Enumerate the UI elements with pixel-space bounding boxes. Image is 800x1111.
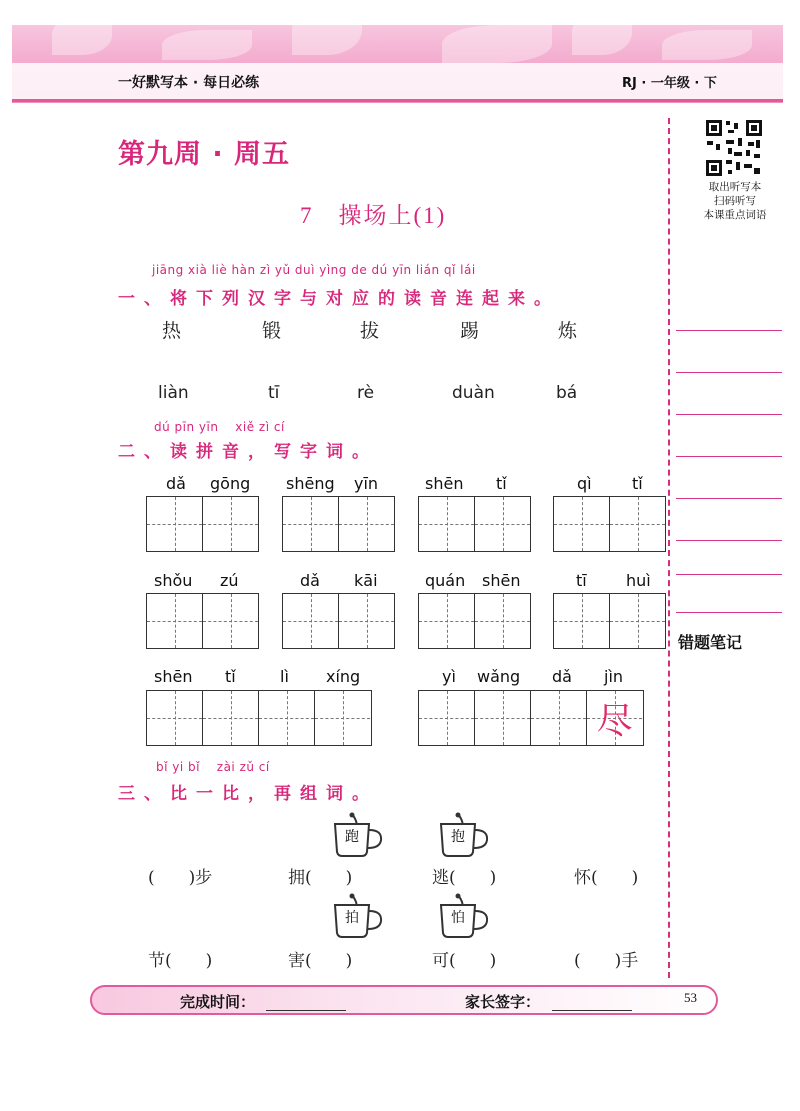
word-pinyin: tǐ (225, 667, 236, 686)
note-line (676, 456, 782, 457)
word-pinyin: shēng (286, 474, 335, 493)
match-reading[interactable]: liàn (158, 383, 189, 403)
section2-title: 二、读拼音，写字词。 (118, 442, 378, 462)
word-blank[interactable]: ( )手 (574, 951, 639, 971)
note-line (676, 330, 782, 331)
cup-icon (438, 893, 492, 939)
qr-caption-line-3: 本课重点词语 (703, 209, 767, 221)
word-pinyin: kāi (354, 571, 378, 590)
writing-grid[interactable] (553, 496, 666, 552)
writing-grid[interactable] (146, 690, 372, 746)
handwritten-answer: 尽 (596, 701, 633, 742)
section1-title: 一、将下列汉字与对应的读音连起来。 (118, 289, 560, 309)
word-pinyin: xíng (326, 667, 361, 686)
word-pinyin: quán (425, 571, 466, 590)
word-pinyin: shǒu (154, 571, 193, 590)
qr-code-icon[interactable] (704, 118, 764, 178)
word-pinyin: zú (220, 571, 239, 590)
note-line (676, 498, 782, 499)
cup-character: 抱 (451, 829, 465, 845)
header-divider (12, 99, 783, 102)
word-pinyin: shēn (425, 474, 464, 493)
word-blank[interactable]: 害( ) (288, 951, 353, 971)
match-character[interactable]: 踢 (460, 320, 480, 342)
section3-pinyin: bǐ yi bǐ zài zǔ cí (156, 760, 270, 774)
note-line (676, 540, 782, 541)
word-blank[interactable]: 可( ) (432, 951, 497, 971)
word-blank[interactable]: 逃( ) (432, 868, 497, 888)
match-reading[interactable]: rè (357, 383, 375, 403)
page-number: 53 (684, 990, 697, 1005)
writing-grid[interactable] (418, 593, 531, 649)
note-line (676, 372, 782, 373)
word-pinyin: gōng (210, 474, 251, 493)
margin-dashed-divider (668, 118, 670, 978)
cup-icon (438, 812, 492, 858)
qr-caption (676, 180, 794, 222)
note-line (676, 574, 782, 575)
word-blank[interactable]: 拥( ) (288, 868, 353, 888)
cup-icon (332, 812, 386, 858)
word-blank[interactable]: 节( ) (148, 951, 213, 971)
lesson-title: 7 操场上(1) (300, 203, 447, 228)
cup-icon (332, 893, 386, 939)
word-pinyin: yīn (354, 474, 379, 493)
cup-character: 拍 (345, 910, 359, 926)
section1-pinyin: jiāng xià liè hàn zì yǔ duì yìng de dú yīn lián qǐ lái (152, 263, 476, 277)
word-pinyin: huì (626, 571, 651, 590)
writing-grid[interactable] (146, 496, 259, 552)
writing-grid[interactable] (282, 496, 395, 552)
parent-signature-label: 家长签字： (465, 993, 541, 1011)
word-blank[interactable]: 怀( ) (574, 868, 639, 888)
match-character[interactable]: 炼 (558, 320, 578, 342)
match-character[interactable]: 拔 (360, 320, 380, 342)
word-blank[interactable]: ( )步 (148, 868, 213, 888)
word-pinyin: tī (576, 571, 587, 590)
match-reading[interactable]: bá (556, 383, 578, 403)
word-pinyin: tǐ (632, 474, 643, 493)
match-character[interactable]: 锻 (262, 320, 282, 342)
writing-grid[interactable] (146, 593, 259, 649)
word-pinyin: qì (577, 474, 592, 493)
word-pinyin: dǎ (166, 474, 186, 493)
completion-time-field[interactable] (266, 1010, 346, 1011)
completion-time-label: 完成时间： (180, 993, 256, 1011)
match-reading[interactable]: tī (268, 383, 280, 403)
header-grade-label: RJ · 一年级 · 下 (622, 76, 717, 91)
writing-grid[interactable] (418, 690, 644, 746)
word-pinyin: dǎ (300, 571, 320, 590)
header-series-title: 一好默写本 · 每日必练 (118, 75, 260, 91)
writing-grid[interactable] (418, 496, 531, 552)
match-character[interactable]: 热 (162, 320, 182, 342)
qr-caption-line-1: 取出听写本 (708, 181, 762, 193)
word-pinyin: jìn (604, 667, 624, 686)
note-line (676, 612, 782, 613)
qr-caption-line-2: 扫码听写 (714, 195, 756, 207)
match-reading[interactable]: duàn (452, 383, 495, 403)
section2-pinyin: dú pīn yīn xiě zì cí (154, 420, 285, 434)
writing-grid[interactable] (282, 593, 395, 649)
writing-grid[interactable] (553, 593, 666, 649)
word-pinyin: shēn (482, 571, 521, 590)
word-pinyin: dǎ (552, 667, 572, 686)
word-pinyin: yì (442, 667, 456, 686)
word-pinyin: wǎng (477, 667, 521, 686)
word-pinyin: tǐ (496, 474, 507, 493)
word-pinyin: lì (280, 667, 289, 686)
cup-character: 怕 (451, 910, 465, 926)
parent-signature-field[interactable] (552, 1010, 632, 1011)
word-pinyin: shēn (154, 667, 193, 686)
section3-title: 三、比一比，再组词。 (118, 784, 378, 804)
wrong-answer-notes-title: 错题笔记 (678, 633, 743, 652)
week-title: 第九周 · 周五 (118, 139, 291, 170)
note-line (676, 414, 782, 415)
cup-character: 跑 (345, 829, 359, 845)
